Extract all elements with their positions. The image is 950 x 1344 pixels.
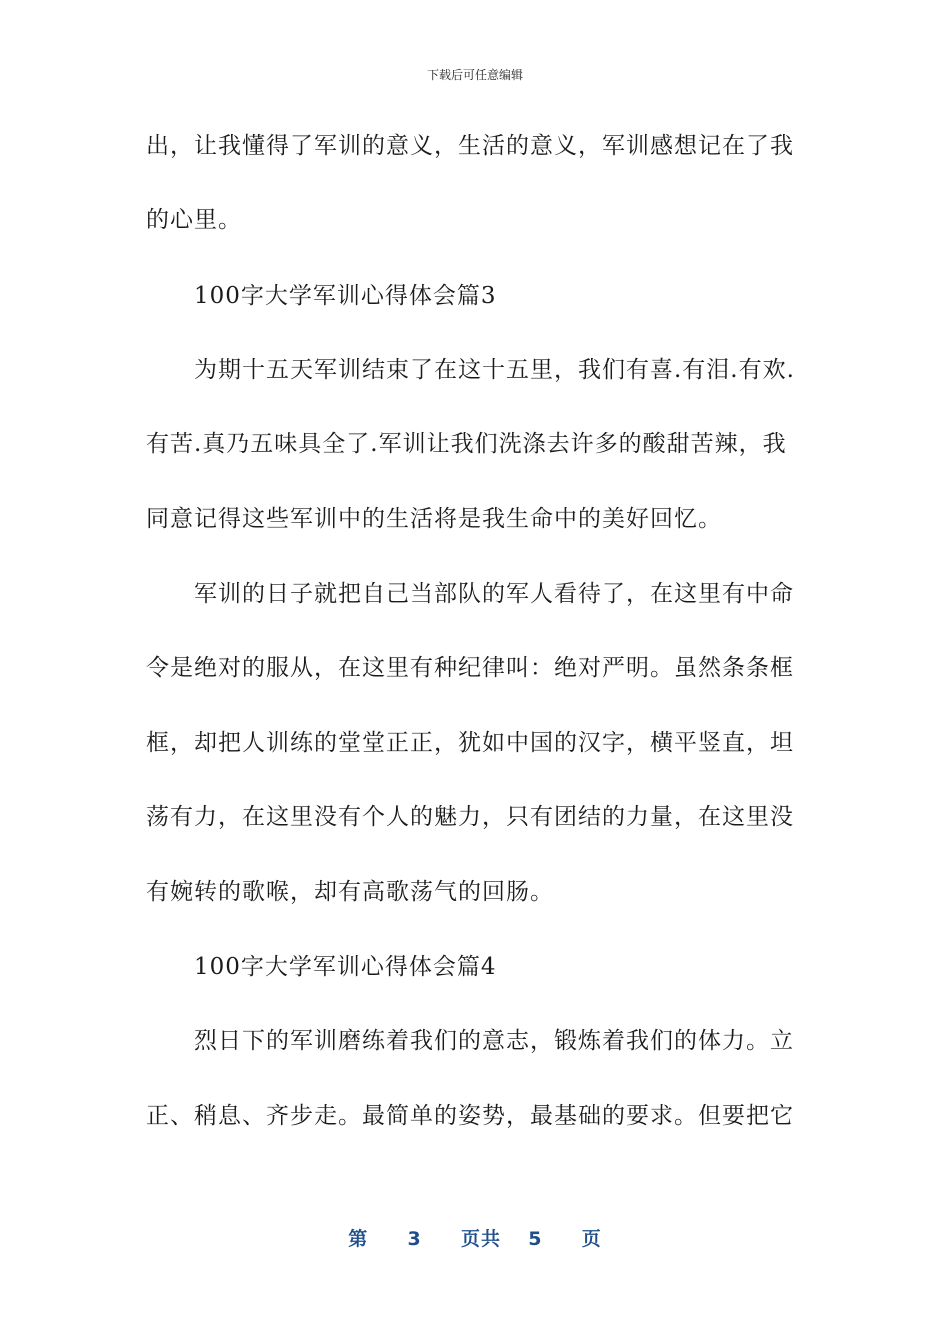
text-line: 正、稍息、齐步走。最简单的姿势，最基础的要求。但要把它 — [146, 1103, 794, 1129]
text-line: 有苦.真乃五味具全了.军训让我们洗涤去许多的酸甜苦辣，我 — [146, 431, 787, 457]
text-line: 有婉转的歌喉，却有高歌荡气的回肠。 — [146, 879, 554, 905]
footer-current-page: 3 — [407, 1228, 422, 1250]
footer-label-end: 页 — [581, 1228, 602, 1250]
text-line: 荡有力，在这里没有个人的魅力，只有团结的力量，在这里没 — [146, 804, 794, 830]
footer-label-page: 第 — [348, 1228, 369, 1250]
text-line: 同意记得这些军训中的生活将是我生命中的美好回忆。 — [146, 506, 722, 532]
text-line: 的心里。 — [146, 207, 242, 233]
text-line: 军训的日子就把自己当部队的军人看待了，在这里有中命 — [194, 581, 794, 607]
footer-label-total: 页共 — [460, 1228, 501, 1250]
text-line: 烈日下的军训磨练着我们的意志，锻炼着我们的体力。立 — [194, 1028, 794, 1054]
text-line: 为期十五天军训结束了在这十五里，我们有喜.有泪.有欢. — [194, 357, 795, 383]
page-footer — [0, 1226, 950, 1252]
section-heading-4: 100字大学军训心得体会篇4 — [194, 954, 497, 980]
header-note: 下载后可任意编辑 — [426, 68, 523, 82]
section-heading-3: 100字大学军训心得体会篇3 — [194, 283, 497, 309]
text-line: 出，让我懂得了军训的意义，生活的意义，军训感想记在了我 — [146, 133, 794, 159]
footer-total-pages: 5 — [528, 1228, 543, 1250]
text-line: 框，却把人训练的堂堂正正，犹如中国的汉字，横平竖直，坦 — [146, 730, 794, 756]
text-line: 令是绝对的服从，在这里有种纪律叫：绝对严明。虽然条条框 — [146, 655, 794, 681]
